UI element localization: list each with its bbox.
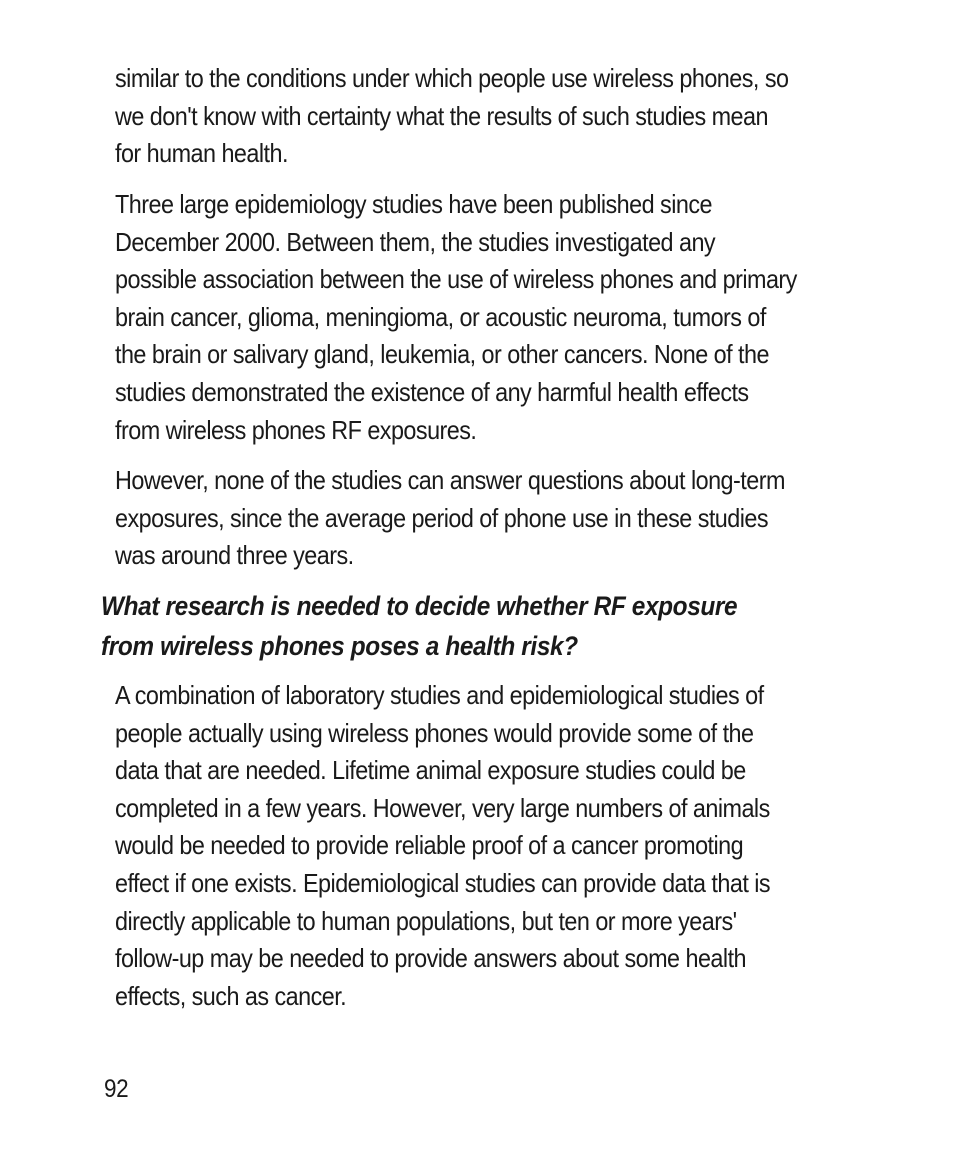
page-number: 92: [104, 1075, 129, 1103]
body-paragraph-4: A combination of laboratory studies and epidemiological studies of people actually using wireless phones would provide some of the data that are needed. Lifetime animal exposure studies could be completed in a few years. However, very large numbers of animals would be needed to provide reliable proof of a cancer promoting effect if one exists. Epidemiological studies can provide data that is directly applicable to human populations, but ten or more years' follow-up may be needed to provide answers about some health effects, such as cancer.: [115, 680, 771, 1011]
body-paragraph-1: similar to the conditions under which people use wireless phones, so we don't know with certainty what the results of such studies mean for human health.: [115, 63, 789, 169]
body-paragraph-2: Three large epidemiology studies have been published since December 2000. Between them, the studies investigated any possible association between the use of wireless phones and primary brain cancer, glioma, meningioma, or acoustic neuroma, tumors of the brain or salivary gland, leukemia, or other cancers. None of the studies demonstrated the existence of any harmful health effects from wireless phones RF exposures.: [115, 189, 797, 445]
body-paragraph-3: However, none of the studies can answer questions about long-term exposures, since the average period of phone use in these studies was around three years.: [115, 465, 785, 571]
section-heading: What research is needed to decide whether RF exposure from wireless phones poses a health risk?: [101, 591, 738, 661]
